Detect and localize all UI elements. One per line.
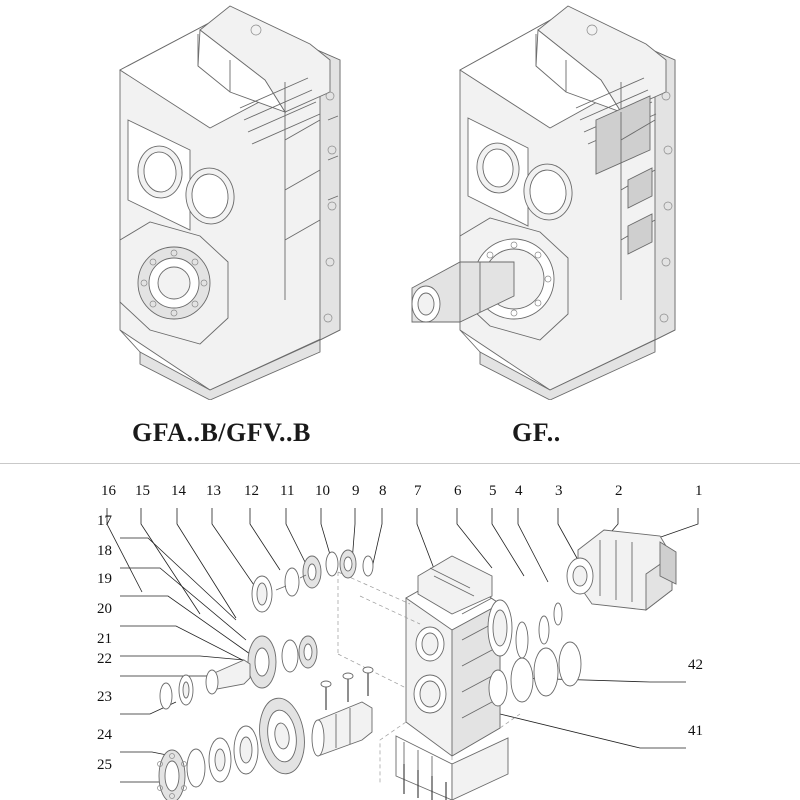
- callout-15: 15: [135, 483, 150, 499]
- callout-41: 41: [688, 723, 703, 739]
- callout-12: 12: [244, 483, 259, 499]
- gearbox-figure-left: [80, 0, 400, 400]
- callout-14: 14: [171, 483, 186, 499]
- gearbox-figure-right: [400, 0, 730, 400]
- callout-22: 22: [97, 651, 112, 667]
- callout-8: 8: [379, 483, 387, 499]
- callout-17: 17: [97, 513, 112, 529]
- callout-23: 23: [97, 689, 112, 705]
- exploded-view: [0, 464, 800, 800]
- callout-9: 9: [352, 483, 360, 499]
- callout-4: 4: [515, 483, 523, 499]
- gearbox-isometric-with-shaft-drawing: [400, 0, 730, 400]
- exploded-gearbox-assembly-drawing: [0, 464, 800, 800]
- callout-2: 2: [615, 483, 623, 499]
- callout-5: 5: [489, 483, 497, 499]
- callout-11: 11: [280, 483, 295, 499]
- callout-6: 6: [454, 483, 462, 499]
- callout-7: 7: [414, 483, 422, 499]
- caption-left: GFA..B/GFV..B: [132, 418, 311, 447]
- callout-13: 13: [206, 483, 221, 499]
- callout-20: 20: [97, 601, 112, 617]
- callout-42: 42: [688, 657, 703, 673]
- callout-19: 19: [97, 571, 112, 587]
- callout-1: 1: [695, 483, 703, 499]
- callout-18: 18: [97, 543, 112, 559]
- caption-right: GF..: [512, 418, 561, 447]
- callout-25: 25: [97, 757, 112, 773]
- gearbox-isometric-drawing: [80, 0, 400, 400]
- callout-24: 24: [97, 727, 112, 743]
- callout-21: 21: [97, 631, 112, 647]
- callout-10: 10: [315, 483, 330, 499]
- callout-3: 3: [555, 483, 563, 499]
- callout-16: 16: [101, 483, 116, 499]
